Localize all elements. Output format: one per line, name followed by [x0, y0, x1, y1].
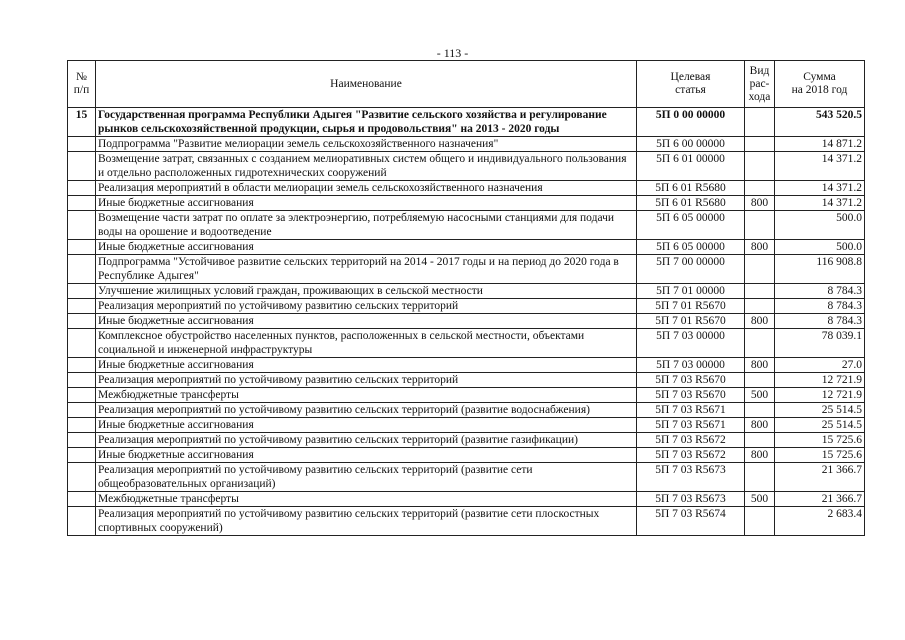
- row-sum: 21 366.7: [775, 492, 865, 507]
- row-number: [68, 137, 96, 152]
- row-name: Улучшение жилищных условий граждан, проживающих в сельской местности: [96, 284, 637, 299]
- row-number: [68, 388, 96, 403]
- table-row: [68, 507, 865, 536]
- row-code: 5П 7 03 R5674: [637, 507, 745, 536]
- row-number: [68, 211, 96, 240]
- row-code: 5П 7 01 R5670: [637, 299, 745, 314]
- row-name: Реализация мероприятий по устойчивому развитию сельских территорий (развитие сети общеобразовательных организаций): [96, 463, 637, 492]
- row-sum: 8 784.3: [775, 299, 865, 314]
- header-num-line: №: [76, 71, 87, 83]
- row-expense-type: [745, 211, 775, 240]
- row-expense-type: [745, 329, 775, 358]
- header-vid-line: хода: [748, 90, 771, 103]
- table-row: [68, 358, 865, 373]
- table-row: [68, 373, 865, 388]
- row-number: [68, 240, 96, 255]
- row-code: 5П 7 03 00000: [637, 358, 745, 373]
- row-code: 5П 7 03 R5670: [637, 388, 745, 403]
- row-number: [68, 329, 96, 358]
- table-header-row: [68, 61, 865, 108]
- header-code-line: Целевая: [670, 71, 711, 83]
- row-name: Возмещение части затрат по оплате за электроэнергию, потребляемую насосными станциями для подачи воды на орошение и водоотведение: [96, 211, 637, 240]
- row-sum: 8 784.3: [775, 314, 865, 329]
- table-row: [68, 433, 865, 448]
- row-expense-type: [745, 299, 775, 314]
- row-sum: 14 371.2: [775, 196, 865, 211]
- row-sum: 15 725.6: [775, 448, 865, 463]
- row-number: [68, 507, 96, 536]
- row-sum: 14 871.2: [775, 137, 865, 152]
- row-expense-type: [745, 373, 775, 388]
- row-expense-type: 500: [745, 492, 775, 507]
- row-sum: 8 784.3: [775, 284, 865, 299]
- row-expense-type: [745, 284, 775, 299]
- header-sum: [775, 61, 865, 108]
- row-sum: 2 683.4: [775, 507, 865, 536]
- table-row: [68, 418, 865, 433]
- row-name: Реализация мероприятий по устойчивому развитию сельских территорий: [96, 373, 637, 388]
- row-code: 5П 7 00 00000: [637, 255, 745, 284]
- row-number: [68, 152, 96, 181]
- row-number: 15: [68, 108, 96, 137]
- row-code: 5П 7 03 R5671: [637, 418, 745, 433]
- row-name: Реализация мероприятий по устойчивому развитию сельских территорий: [96, 299, 637, 314]
- table-row: [68, 299, 865, 314]
- table-row: [68, 240, 865, 255]
- row-code: 5П 7 01 00000: [637, 284, 745, 299]
- row-name: Иные бюджетные ассигнования: [96, 196, 637, 211]
- row-name: Иные бюджетные ассигнования: [96, 418, 637, 433]
- row-code: 5П 6 01 00000: [637, 152, 745, 181]
- row-expense-type: [745, 403, 775, 418]
- row-sum: 25 514.5: [775, 418, 865, 433]
- row-expense-type: [745, 433, 775, 448]
- header-vid: [745, 61, 775, 108]
- row-name: Межбюджетные трансферты: [96, 492, 637, 507]
- row-code: 5П 7 03 R5671: [637, 403, 745, 418]
- row-number: [68, 299, 96, 314]
- row-name: Реализация мероприятий по устойчивому развитию сельских территорий (развитие сети плоскостных спортивных сооружений): [96, 507, 637, 536]
- table-row: [68, 463, 865, 492]
- header-sum-line: Сумма: [803, 71, 836, 83]
- budget-table: [67, 60, 865, 536]
- table-row: [68, 388, 865, 403]
- table-row: [68, 211, 865, 240]
- row-name: Иные бюджетные ассигнования: [96, 358, 637, 373]
- row-number: [68, 255, 96, 284]
- table-row: [68, 314, 865, 329]
- header-vid-line: рас-: [749, 77, 770, 90]
- row-sum: 12 721.9: [775, 373, 865, 388]
- row-code: 5П 6 05 00000: [637, 211, 745, 240]
- row-expense-type: [745, 137, 775, 152]
- row-name: Реализация мероприятий в области мелиорации земель сельскохозяйственного назначения: [96, 181, 637, 196]
- row-expense-type: [745, 181, 775, 196]
- row-number: [68, 492, 96, 507]
- row-code: 5П 7 03 R5673: [637, 492, 745, 507]
- row-expense-type: [745, 152, 775, 181]
- row-sum: 116 908.8: [775, 255, 865, 284]
- row-sum: 14 371.2: [775, 152, 865, 181]
- row-code: 5П 7 01 R5670: [637, 314, 745, 329]
- row-name: Подпрограмма "Устойчивое развитие сельских территорий на 2014 - 2017 годы и на период до 2020 года в Республике Адыгея": [96, 255, 637, 284]
- row-code: 5П 6 01 R5680: [637, 196, 745, 211]
- row-number: [68, 448, 96, 463]
- table-row: [68, 403, 865, 418]
- table-row: [68, 137, 865, 152]
- header-num-line: п/п: [73, 84, 90, 96]
- row-name: Реализация мероприятий по устойчивому развитию сельских территорий (развитие газификации): [96, 433, 637, 448]
- table-row: [68, 181, 865, 196]
- row-sum: 15 725.6: [775, 433, 865, 448]
- row-number: [68, 373, 96, 388]
- row-code: 5П 0 00 00000: [637, 108, 745, 137]
- row-expense-type: [745, 463, 775, 492]
- row-number: [68, 196, 96, 211]
- table-row: [68, 284, 865, 299]
- row-number: [68, 358, 96, 373]
- row-number: [68, 314, 96, 329]
- table-row: [68, 108, 865, 137]
- row-expense-type: [745, 507, 775, 536]
- row-code: 5П 6 00 00000: [637, 137, 745, 152]
- row-code: 5П 7 03 R5673: [637, 463, 745, 492]
- row-sum: 25 514.5: [775, 403, 865, 418]
- row-name: Возмещение затрат, связанных с созданием мелиоративных систем общего и индивидуального пользования и отдельно расположенных гидротехнических сооружений: [96, 152, 637, 181]
- row-sum: 78 039.1: [775, 329, 865, 358]
- header-name: Наименование: [96, 61, 637, 108]
- row-sum: 14 371.2: [775, 181, 865, 196]
- header-vid-line: Вид: [749, 64, 770, 77]
- row-number: [68, 403, 96, 418]
- row-number: [68, 284, 96, 299]
- row-expense-type: 800: [745, 448, 775, 463]
- header-code: [637, 61, 745, 108]
- row-code: 5П 7 03 R5670: [637, 373, 745, 388]
- row-code: 5П 6 05 00000: [637, 240, 745, 255]
- row-sum: 27.0: [775, 358, 865, 373]
- table-row: [68, 255, 865, 284]
- row-name: Межбюджетные трансферты: [96, 388, 637, 403]
- table-row: [68, 329, 865, 358]
- row-expense-type: 800: [745, 358, 775, 373]
- row-number: [68, 463, 96, 492]
- row-expense-type: 800: [745, 418, 775, 433]
- row-name: Иные бюджетные ассигнования: [96, 240, 637, 255]
- row-sum: 21 366.7: [775, 463, 865, 492]
- row-sum: 500.0: [775, 211, 865, 240]
- table-row: [68, 492, 865, 507]
- table-row: [68, 448, 865, 463]
- header-code-line: статья: [675, 84, 706, 96]
- row-number: [68, 433, 96, 448]
- row-code: 5П 7 03 00000: [637, 329, 745, 358]
- row-number: [68, 418, 96, 433]
- row-name: Реализация мероприятий по устойчивому развитию сельских территорий (развитие водоснабжения): [96, 403, 637, 418]
- row-expense-type: [745, 108, 775, 137]
- header-sum-line: на 2018 год: [791, 84, 848, 96]
- row-name: Иные бюджетные ассигнования: [96, 314, 637, 329]
- header-num: [68, 61, 96, 108]
- table-row: [68, 196, 865, 211]
- page-number: - 113 -: [436, 46, 469, 60]
- row-code: 5П 6 01 R5680: [637, 181, 745, 196]
- row-name: Комплексное обустройство населенных пунктов, расположенных в сельской местности, объектами социальной и инженерной инфраструктуры: [96, 329, 637, 358]
- row-sum: 543 520.5: [775, 108, 865, 137]
- row-name: Иные бюджетные ассигнования: [96, 448, 637, 463]
- row-name: Подпрограмма "Развитие мелиорации земель сельскохозяйственного назначения": [96, 137, 637, 152]
- row-expense-type: 800: [745, 314, 775, 329]
- row-expense-type: [745, 255, 775, 284]
- row-code: 5П 7 03 R5672: [637, 448, 745, 463]
- table-row: [68, 152, 865, 181]
- row-name: Государственная программа Республики Адыгея "Развитие сельского хозяйства и регулирование рынков сельскохозяйственной продукции, сырья и продовольствия" на 2013 - 2020 годы: [96, 108, 637, 137]
- row-sum: 12 721.9: [775, 388, 865, 403]
- row-expense-type: 800: [745, 196, 775, 211]
- row-expense-type: 800: [745, 240, 775, 255]
- row-number: [68, 181, 96, 196]
- row-expense-type: 500: [745, 388, 775, 403]
- row-sum: 500.0: [775, 240, 865, 255]
- row-code: 5П 7 03 R5672: [637, 433, 745, 448]
